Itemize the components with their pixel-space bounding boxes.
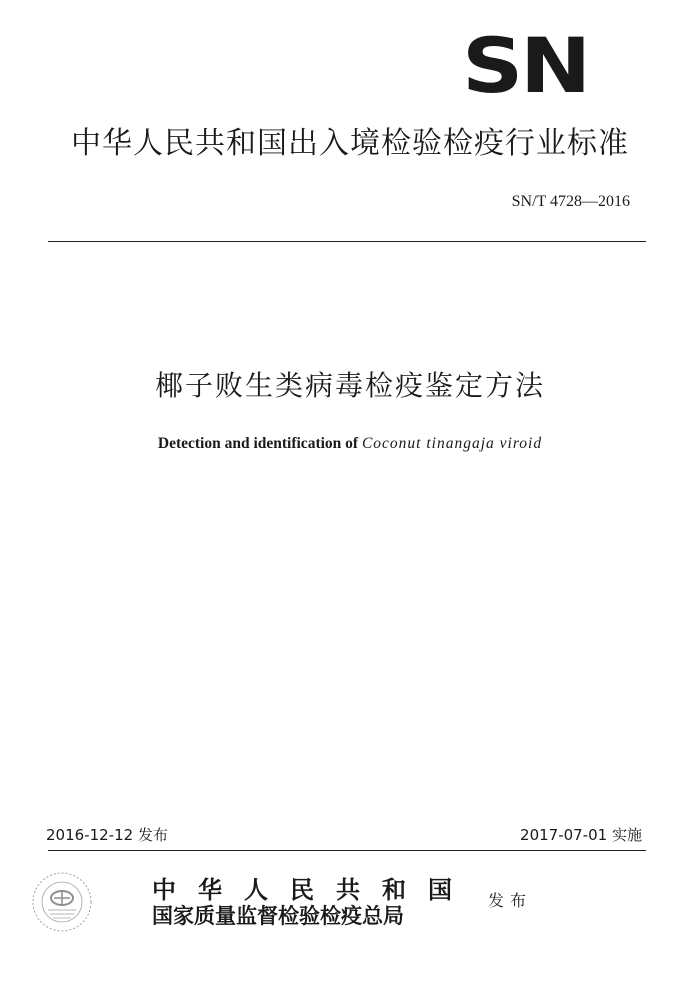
standard-number: SN/T 4728—2016 <box>511 193 630 210</box>
issuer-country: 中华人民共和国 <box>152 875 474 904</box>
publish-label: 发布 <box>488 891 533 910</box>
footer-divider <box>48 850 646 851</box>
issue-date: 2016-12-12 发布 <box>46 826 168 844</box>
title-chinese: 椰子败生类病毒检疫鉴定方法 <box>154 369 545 402</box>
title-english-prefix: Detection and identification of <box>157 435 362 452</box>
header-divider <box>48 241 646 242</box>
standard-category: 中华人民共和国出入境检验检疫行业标准 <box>71 126 629 161</box>
title-english-species: Coconut tinangaja viroid <box>361 435 543 452</box>
implementation-date: 2017-07-01 实施 <box>520 826 642 844</box>
issuer-agency: 国家质量监督检验检疫总局 <box>152 903 404 928</box>
sn-logo: SN <box>462 21 588 110</box>
title-english <box>0 433 700 455</box>
library-stamp-icon <box>30 870 94 934</box>
